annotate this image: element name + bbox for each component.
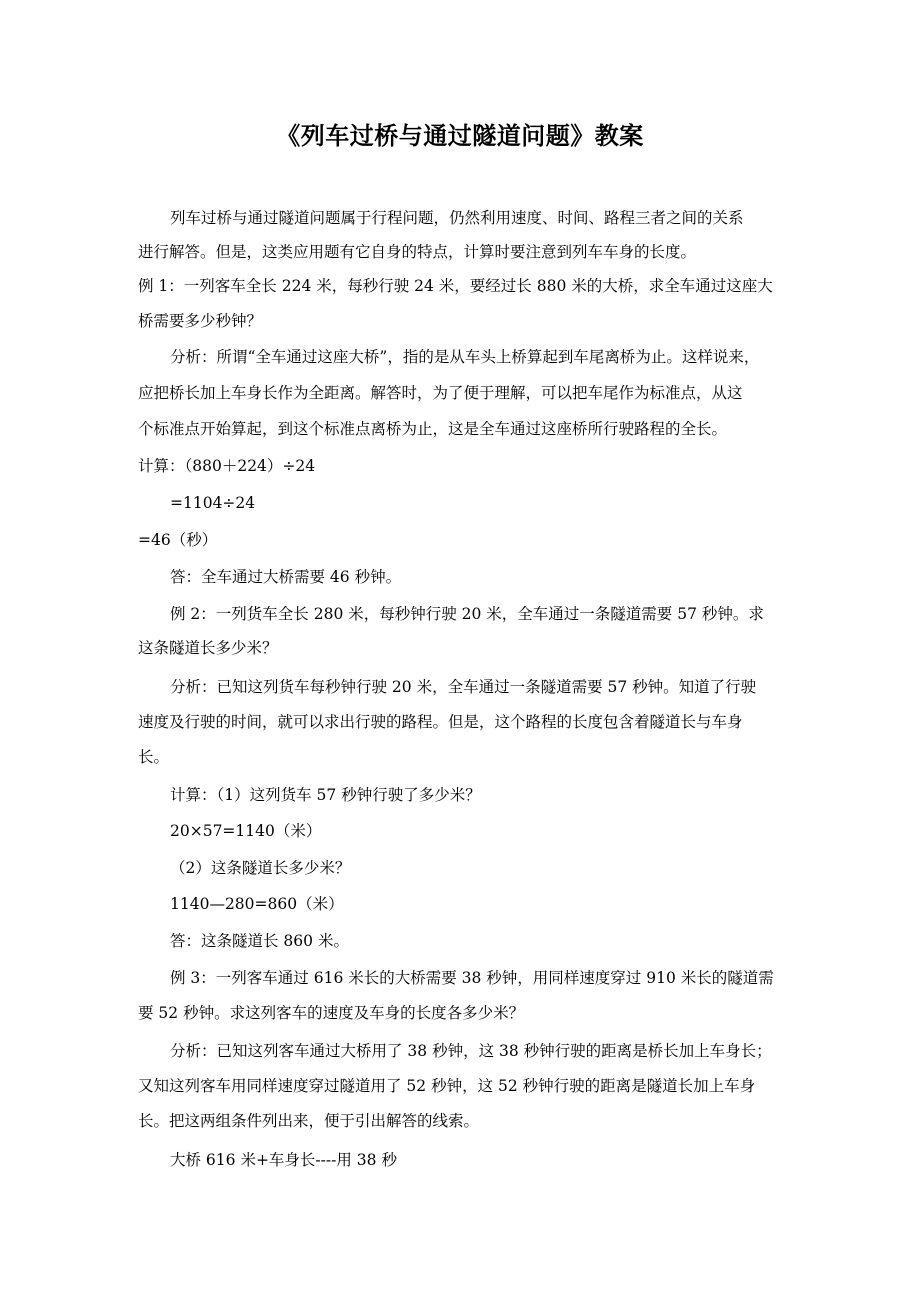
calculation-line: 20×57=1140（米） <box>170 822 322 840</box>
paragraph-line: 应把桥长加上车身长作为全距离。解答时，为了便于理解，可以把车尾作为标准点，从这 <box>138 384 743 402</box>
paragraph-line: 个标准点开始算起，到这个标准点离桥为止，这是全车通过这座桥所行驶路程的全长。 <box>138 420 728 438</box>
paragraph-line: 进行解答。但是，这类应用题有它自身的特点，计算时要注意到列车车身的长度。 <box>138 243 697 261</box>
calculation-line: 计算：（880＋224）÷24 <box>138 457 316 475</box>
paragraph-line: 长。把这两组条件列出来，便于引出解答的线索。 <box>138 1112 480 1130</box>
paragraph-line: 要 52 秒钟。求这列客车的速度及车身的长度各多少米？ <box>138 1004 525 1022</box>
paragraph-line: 例 3：一列客车通过 616 米长的大桥需要 38 秒钟，用同样速度穿过 910 米长的隧道需 <box>170 969 774 987</box>
paragraph-line: 分析：已知这列货车每秒钟行驶 20 米，全车通过一条隧道需要 57 秒钟。知道了行驶 <box>170 678 757 696</box>
calculation-line: =1104÷24 <box>170 494 256 512</box>
paragraph-line: 这条隧道长多少米？ <box>138 639 278 657</box>
calculation-line: （2）这条隧道长多少米？ <box>170 859 351 877</box>
paragraph-line: 速度及行驶的时间，就可以求出行驶的路程。但是，这个路程的长度包含着隧道长与车身 <box>138 713 743 731</box>
paragraph-line: 列车过桥与通过隧道问题属于行程问题，仍然利用速度、时间、路程三者之间的关系 <box>170 209 744 227</box>
answer-line: 答：全车通过大桥需要 46 秒钟。 <box>170 568 402 586</box>
calculation-line: 1140—280=860（米） <box>170 895 344 913</box>
answer-line: 答：这条隧道长 860 米。 <box>170 932 349 950</box>
paragraph-line: 又知这列客车用同样速度穿过隧道用了 52 秒钟，这 52 秒钟行驶的距离是隧道长加上车身 <box>138 1077 756 1095</box>
calculation-line: 计算：（1）这列货车 57 秒钟行驶了多少米？ <box>170 786 481 804</box>
paragraph-line: 桥需要多少秒钟？ <box>138 312 263 330</box>
calculation-line: 大桥 616 米+车身长----用 38 秒 <box>170 1151 397 1169</box>
paragraph-line: 例 2：一列货车全长 280 米，每秒钟行驶 20 米，全车通过一条隧道需要 57 秒钟。求 <box>170 605 764 623</box>
paragraph-line: 例 1：一列客车全长 224 米，每秒行驶 24 米，要经过长 880 米的大桥，求全车通过这座大 <box>138 277 773 295</box>
paragraph-line: 长。 <box>138 748 170 766</box>
document-title: 《列车过桥与通过隧道问题》教案 <box>276 121 644 150</box>
paragraph-line: 分析：已知这列客车通过大桥用了 38 秒钟，这 38 秒钟行驶的距离是桥长加上车身长； <box>170 1042 772 1060</box>
paragraph-line: 分析：所谓“全车通过这座大桥”，指的是从车头上桥算起到车尾离桥为止。这样说来， <box>170 348 760 366</box>
calculation-line: =46（秒） <box>138 531 218 549</box>
